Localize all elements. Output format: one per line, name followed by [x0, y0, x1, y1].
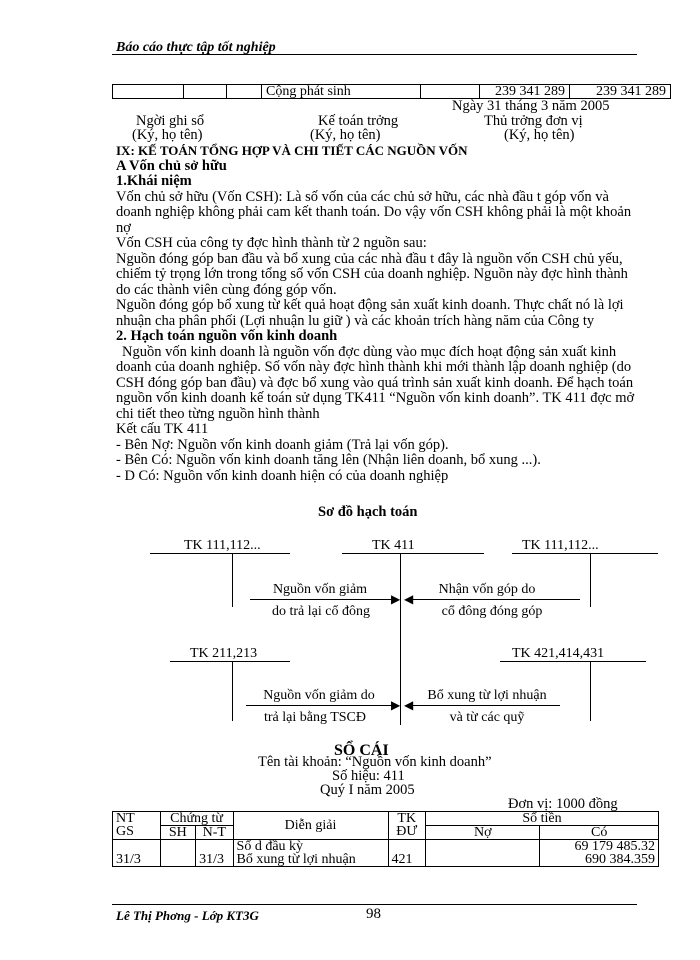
col-sh: SH — [160, 826, 195, 840]
structure-title: Kết cấu TK 411 — [116, 421, 209, 437]
footer-rule — [112, 904, 637, 905]
table-row: 31/3 31/3 Số d đầu kỳ 421 69 179 485.32 — [113, 840, 659, 854]
arrow-line-tr — [410, 599, 580, 600]
col-co: Có — [540, 826, 659, 840]
ledger-title: SỔ CÁI — [334, 742, 389, 759]
label-tscd-2: trả lại bằng TSCĐ — [263, 710, 366, 725]
structure-item: - D Có: Nguồn vốn kinh doanh hiện có của doanh nghiệp — [116, 467, 449, 484]
tk-left-top: TK 111,112... — [184, 538, 261, 553]
tk-left-bottom-line — [170, 661, 290, 662]
label-receive-1: Nhận vốn góp do — [438, 582, 536, 597]
tk-right-top-stem — [590, 553, 591, 607]
col-nt-gs: NT GS — [113, 812, 161, 840]
arrow-left-icon: ◀ — [404, 592, 414, 606]
signature-note-1: (Ký, họ tên) — [132, 127, 203, 143]
paragraph-4: Nguồn đóng góp bổ xung từ kết quả hoạt động sản xuất kinh doanh. Thực chất nó là lợi nhuận cha phân phối (Lợi nhuận lu giữ ) và các khoản trích hàng năm của Công ty — [116, 297, 624, 329]
label-receive-2: cổ đông đóng góp — [441, 604, 543, 619]
col-dien-giai: Diễn giải — [233, 812, 388, 840]
col-no: Nợ — [425, 826, 539, 840]
tk-left-bottom-stem — [232, 661, 233, 721]
arrow-left-icon: ◀ — [404, 698, 414, 712]
tk-left-top-line — [150, 553, 290, 554]
tk-left-top-stem — [232, 553, 233, 607]
arrow-line-br — [410, 705, 560, 706]
signature-role-chief-accountant: Kế toán trởng — [318, 113, 399, 129]
ledger-period: Quý I năm 2005 — [320, 782, 415, 798]
diagram-title: Sơ đồ hạch toán — [318, 504, 418, 520]
signature-role-recorder: Ngời ghi sổ — [136, 113, 205, 129]
label-tscd-1: Nguồn vốn giảm do — [263, 688, 375, 703]
ledger-unit: Đơn vị: 1000 đồng — [508, 796, 618, 812]
heading-accounting: 2. Hạch toán nguồn vốn kinh doanh — [116, 328, 338, 344]
accounting-diagram — [150, 536, 670, 736]
signature-note-3: (Ký, họ tên) — [504, 127, 575, 143]
label-profit-1: Bổ xung từ lợi nhuận — [427, 688, 547, 703]
signature-date: Ngày 31 tháng 3 năm 2005 — [452, 98, 610, 114]
tk-right-bottom: TK 421,414,431 — [512, 646, 605, 661]
paragraph-5: Nguồn vốn kinh doanh là nguồn vốn đợc dùng vào mục đích hoạt động sản xuất kinh doanh của doanh nghiệp. Số vốn này đợc hình thành khi mới thành lập doanh nghiệp (do CSH đóng góp ban đầu) và đợc bổ xung vào quá trình sản xuất kinh doanh. Để hạch toán nguồn vốn kinh doanh kế toán sử dụng TK411 “Nguồn vốn kinh doanh”. TK 411 đợc mở chi tiết theo từng nguồn hình thành — [116, 343, 635, 422]
tk-right-top-line — [512, 553, 658, 554]
col-so-tien: Số tiền — [425, 812, 658, 826]
ledger-table — [112, 811, 659, 867]
paragraph-1: Vốn chủ sở hữu (Vốn CSH): Là số vốn của các chủ sở hữu, các nhà đầu t góp vốn và doanh nghiệp không phải cam kết thanh toán. Do vậy vốn CSH không phải là một khoản nợ — [116, 188, 632, 236]
subsection-a: A Vốn chủ sở hữu — [116, 157, 227, 174]
page-header-title: Báo cáo thực tập tốt nghiệp — [116, 40, 276, 55]
summary-table — [112, 84, 671, 99]
tk-right-bottom-line — [500, 661, 646, 662]
arrow-line-bl — [246, 705, 396, 706]
tk-center-line — [342, 553, 484, 554]
arrow-line-tl — [250, 599, 396, 600]
summary-debit: 239 341 289 — [480, 85, 570, 99]
tk-left-bottom: TK 211,213 — [190, 646, 258, 661]
structure-item: - Bên Nợ: Nguồn vốn kinh doanh giảm (Trả lại vốn góp). — [116, 436, 449, 453]
label-decrease-1: Nguồn vốn giảm — [272, 582, 368, 597]
table-row: Bổ xung từ lợi nhuận 690 384.359 — [113, 853, 659, 867]
col-n-t: N-T — [196, 826, 233, 840]
tk-right-bottom-stem — [590, 661, 591, 721]
tk-right-top: TK 111,112... — [522, 538, 599, 553]
tk-center: TK 411 — [372, 538, 415, 553]
ledger-account-name: Tên tài khoản: “Nguồn vốn kinh doanh” — [258, 754, 492, 770]
signature-role-director: Thủ trởng đơn vị — [484, 113, 583, 129]
col-chung-tu: Chứng từ — [160, 812, 233, 826]
arrow-right-icon: ▶ — [391, 592, 401, 606]
summary-label: Cộng phát sinh — [262, 85, 421, 99]
signature-note-2: (Ký, họ tên) — [310, 127, 381, 143]
page-number: 98 — [366, 906, 381, 922]
paragraph-3: Nguồn đóng góp ban đầu và bổ xung của các nhà đầu t đây là nguồn vốn CSH chủ yếu, chiếm tỷ trọng lớn trong tổng số vốn CSH của doanh nghiệp. Nguồn này đợc hình thành do các thành viên cùng đóng góp vốn. — [116, 250, 628, 298]
header-rule — [112, 54, 637, 55]
arrow-right-icon: ▶ — [391, 698, 401, 712]
label-profit-2: và từ các quỹ — [449, 710, 525, 725]
paragraph-2: Vốn CSH của công ty đợc hình thành từ 2 nguồn sau: — [116, 235, 427, 251]
section-body — [116, 143, 640, 484]
section-title: IX: KẾ TOÁN TỔNG HỢP VÀ CHI TIẾT CÁC NGUỒN VỐN — [116, 143, 468, 158]
summary-credit: 239 341 289 — [570, 85, 671, 99]
heading-concept: 1.Khái niệm — [116, 173, 192, 189]
structure-item: - Bên Có: Nguồn vốn kinh doanh tăng lên (Nhận liên doanh, bổ xung ...). — [116, 452, 541, 468]
col-tk-du: TK ĐƯ — [388, 812, 425, 840]
ledger-account-no: Số hiệu: 411 — [332, 768, 405, 784]
label-decrease-2: do trả lại cổ đông — [272, 604, 370, 619]
footer-author: Lê Thị Phơng - Lớp KT3G — [116, 908, 259, 923]
